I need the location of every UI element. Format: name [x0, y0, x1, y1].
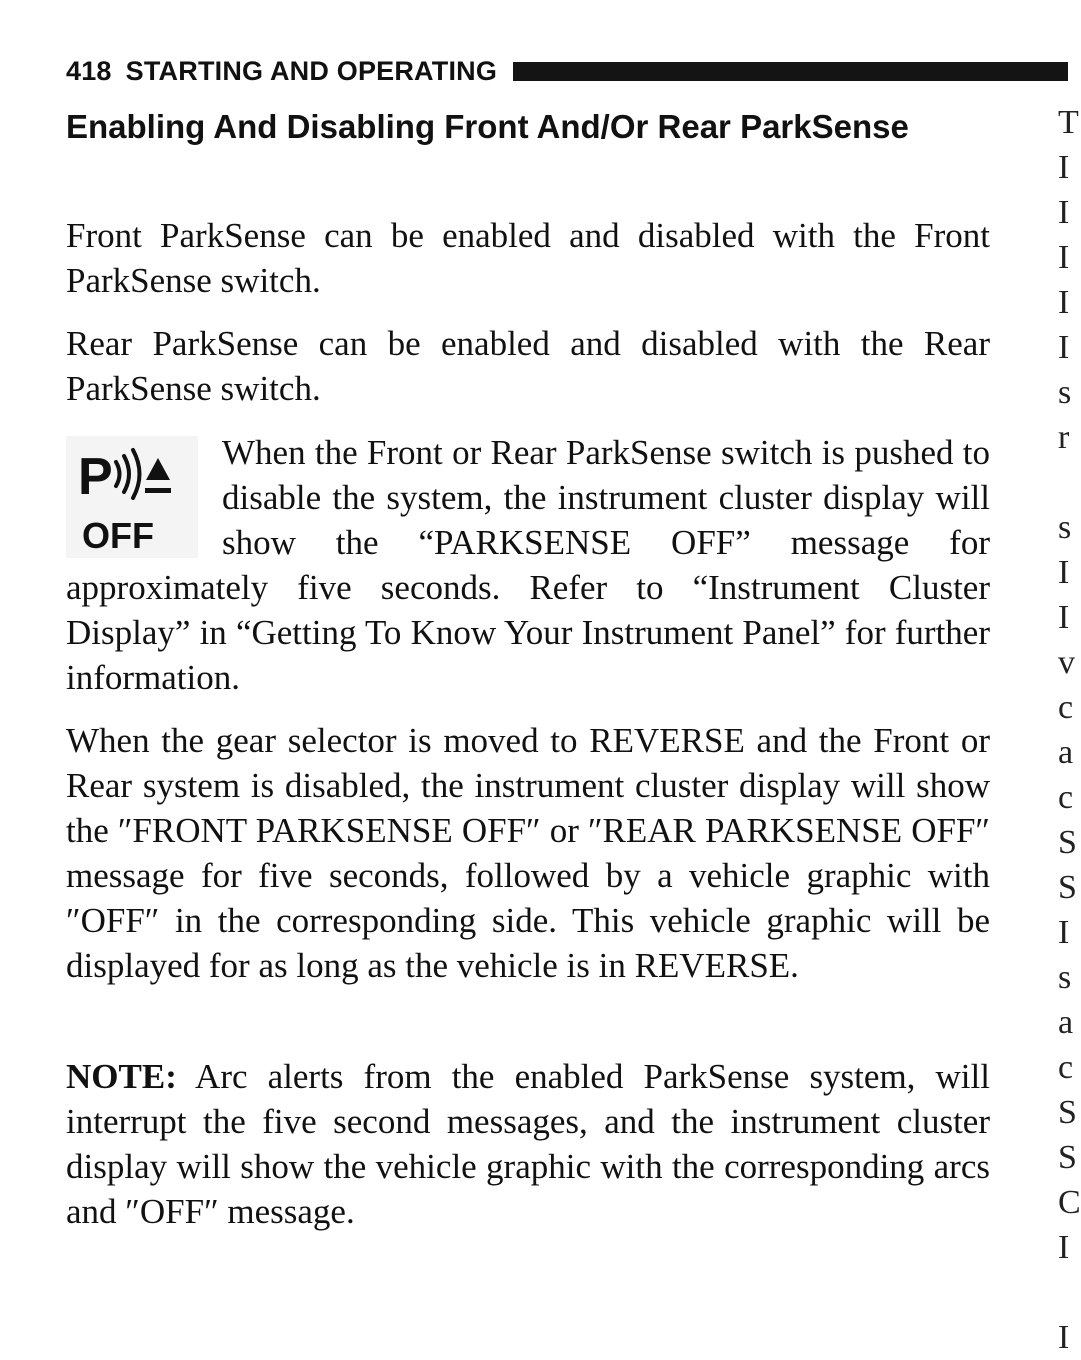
switch-off-paragraph: [66, 430, 990, 700]
switch-off-text: When the Front or Rear ParkSense switch is pushed to disable the system, the instrument cluster display will show the “PARKSENSE OFF” message for approximately five seconds. Refer to “Instrument Cluster Display” in “Getting To Know Your Instrument Panel” for further information.: [66, 433, 990, 697]
icon-letter: P: [78, 448, 113, 506]
header-rule: [513, 62, 1068, 81]
edge-glyph: I: [1058, 914, 1070, 951]
edge-glyph: I: [1058, 284, 1070, 321]
edge-glyph: I: [1058, 599, 1070, 636]
edge-glyph: I: [1058, 239, 1070, 276]
edge-glyph: I: [1058, 329, 1070, 366]
section-name: STARTING AND OPERATING: [125, 55, 498, 86]
edge-glyph: v: [1058, 644, 1075, 681]
reverse-paragraph: When the gear selector is moved to REVERSE and the Front or Rear system is disabled, the instrument cluster display will show the ″FRONT PARKSENSE OFF″ or ″REAR PARKSENSE OFF″ message for five seconds, followed by a vehicle graphic with ″OFF″ in the corresponding side. This vehicle graphic will be displayed for as long as the vehicle is in REVERSE.: [66, 721, 990, 985]
edge-glyph: I: [1058, 194, 1070, 231]
edge-glyph: s: [1058, 509, 1072, 546]
parksense-off-icon-graphic: [66, 436, 198, 558]
edge-glyph: c: [1058, 689, 1074, 726]
note-label: NOTE:: [66, 1057, 177, 1096]
edge-glyph: a: [1058, 734, 1074, 771]
edge-glyph: S: [1058, 1139, 1077, 1176]
edge-glyph: I: [1058, 554, 1070, 591]
edge-glyph: s: [1058, 959, 1072, 996]
page-header: [66, 52, 1068, 90]
edge-glyph: I: [1058, 1229, 1070, 1266]
front-parksense-paragraph: Front ParkSense can be enabled and disabled with the Front ParkSense switch.: [66, 216, 990, 300]
edge-glyph: c: [1058, 779, 1074, 816]
rear-parksense-paragraph: Rear ParkSense can be enabled and disabled with the Rear ParkSense switch.: [66, 324, 990, 408]
icon-off-label: OFF: [82, 515, 154, 556]
parksense-off-icon: [66, 436, 198, 558]
edge-glyph: S: [1058, 824, 1077, 861]
note-paragraph: [66, 1054, 990, 1234]
edge-glyph: C: [1058, 1184, 1081, 1221]
page-number: 418: [66, 55, 112, 86]
edge-glyph: c: [1058, 1049, 1074, 1086]
edge-glyph: a: [1058, 1004, 1074, 1041]
edge-glyph: I: [1058, 149, 1070, 186]
edge-glyph: r: [1058, 419, 1070, 456]
edge-glyph: s: [1058, 374, 1072, 411]
adjacent-page-edge: [1058, 100, 1081, 1356]
edge-glyph: [1058, 1270, 1068, 1315]
edge-glyph: T: [1058, 104, 1079, 141]
note-text: Arc alerts from the enabled ParkSense system, will interrupt the five second messages, and the instrument cluster display will show the vehicle graphic with the corresponding arcs and ″OFF″ message.: [66, 1057, 990, 1231]
edge-glyph: I: [1058, 1319, 1070, 1356]
edge-glyph: S: [1058, 1094, 1077, 1131]
edge-glyph: [1058, 460, 1068, 505]
section-title: Enabling And Disabling Front And/Or Rear ParkSense: [66, 108, 909, 145]
edge-glyph: S: [1058, 869, 1077, 906]
